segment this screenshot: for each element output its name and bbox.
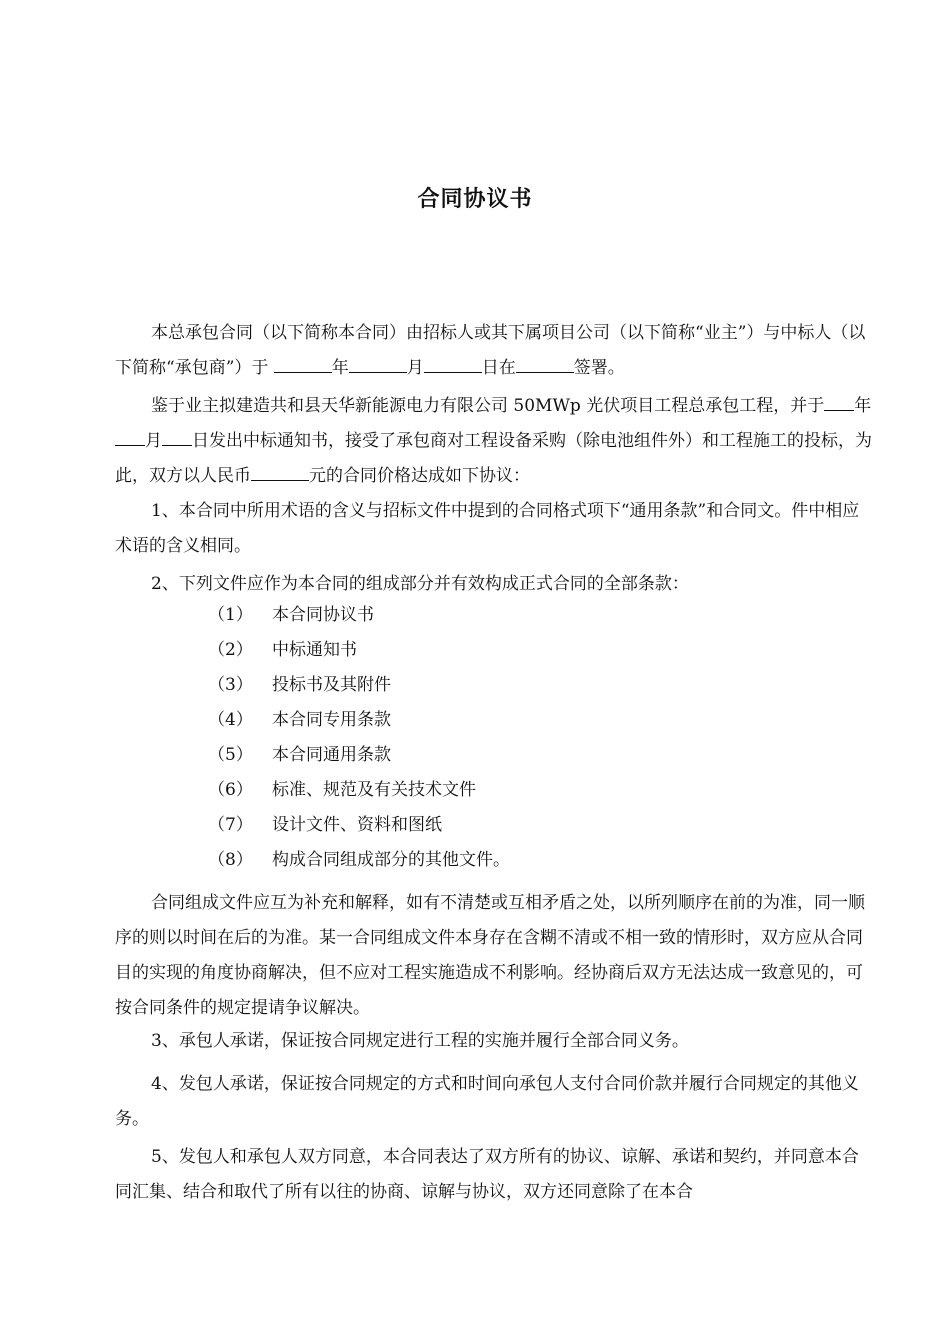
blank-day — [424, 371, 482, 373]
clause-1: 1、本合同中所用术语的含义与招标文件中提到的合同格式项下“通用条款”和合同文。件中相应术语的含义相同。 — [115, 501, 860, 556]
blank-award-month — [115, 444, 145, 446]
list-text: 中标通知书 — [272, 640, 357, 660]
blank-amount — [251, 479, 309, 481]
award-year-label: 年 — [854, 396, 872, 416]
blank-place — [516, 371, 574, 373]
clause-2: 2、下列文件应作为本合同的组成部分并有效构成正式合同的全部条款： — [151, 574, 689, 594]
paragraph-parties — [115, 316, 872, 386]
list-item — [208, 808, 442, 843]
list-number: （8） — [208, 850, 253, 870]
list-text: 本合同专用条款 — [272, 710, 391, 730]
blank-award-year — [824, 409, 854, 411]
clause-3: 3、承包人承诺，保证按合同规定进行工程的实施并履行全部合同义务。 — [151, 1031, 689, 1051]
list-number: （1） — [208, 605, 253, 625]
month-label: 月 — [406, 358, 424, 378]
list-text: 本合同协议书 — [272, 605, 374, 625]
amount-text: 元的合同价格达成如下协议： — [309, 466, 530, 486]
list-text: 本合同通用条款 — [272, 745, 391, 765]
list-item — [208, 703, 391, 738]
list-number: （5） — [208, 745, 253, 765]
clause-5: 5、发包人和承包人双方同意，本合同表达了双方所有的协议、谅解、承诺和契约，并同意本合同汇集、结合和取代了所有以往的协商、谅解与协议，双方还同意除了在本合 — [115, 1147, 859, 1202]
year-label: 年 — [331, 358, 349, 378]
background-text: 鉴于业主拟建造共和县天华新能源电力有限公司 50MWp 光伏项目工程总承包工程，并于 — [151, 396, 825, 416]
list-item — [208, 633, 357, 668]
paragraph-background — [115, 389, 872, 494]
list-number: （7） — [208, 815, 253, 835]
list-item — [208, 843, 510, 878]
sign-label: 签署。 — [573, 358, 625, 378]
list-text: 构成合同组成部分的其他文件。 — [272, 850, 510, 870]
document-title: 合同协议书 — [417, 187, 533, 212]
list-number: （2） — [208, 640, 253, 660]
blank-month — [349, 371, 407, 373]
list-item — [208, 773, 476, 808]
day-label: 日在 — [481, 358, 516, 378]
list-number: （3） — [208, 675, 253, 695]
award-month-label: 月 — [145, 431, 162, 451]
list-text: 标准、规范及有关技术文件 — [272, 780, 476, 800]
blank-year — [274, 371, 332, 373]
list-item — [208, 738, 391, 773]
list-number: （4） — [208, 710, 253, 730]
parties-text: 本总承包合同（以下简称本合同）由招标人或其下属项目公司（以下简称“业主”）与中标人（以下简称“承包商”）于 — [115, 323, 866, 378]
list-text: 投标书及其附件 — [272, 675, 391, 695]
award-day-text: 日发出中标通知书，接受了承包商对工程设备采购（除电池组件外）和工程施工的投标，为此，双方以人民币 — [115, 431, 872, 486]
list-number: （6） — [208, 780, 253, 800]
paragraph-interpretation: 合同组成文件应互为补充和解释，如有不清楚或互相矛盾之处，以所列顺序在前的为准，同一顺序的则以时间在后的为准。某一合同组成文件本身存在含糊不清或不相一致的情形时，双方应从合同目的实现的角度协商解决，但不应对工程实施造成不利影响。经协商后双方无法达成一致意见的，可按合同条件的规定提请争议解决。 — [115, 893, 865, 1018]
list-item — [208, 668, 391, 703]
list-text: 设计文件、资料和图纸 — [272, 815, 442, 835]
clause-4: 4、发包人承诺，保证按合同规定的方式和时间向承包人支付合同价款并履行合同规定的其他义务。 — [115, 1074, 859, 1129]
blank-award-day — [162, 444, 192, 446]
list-item — [208, 598, 374, 633]
